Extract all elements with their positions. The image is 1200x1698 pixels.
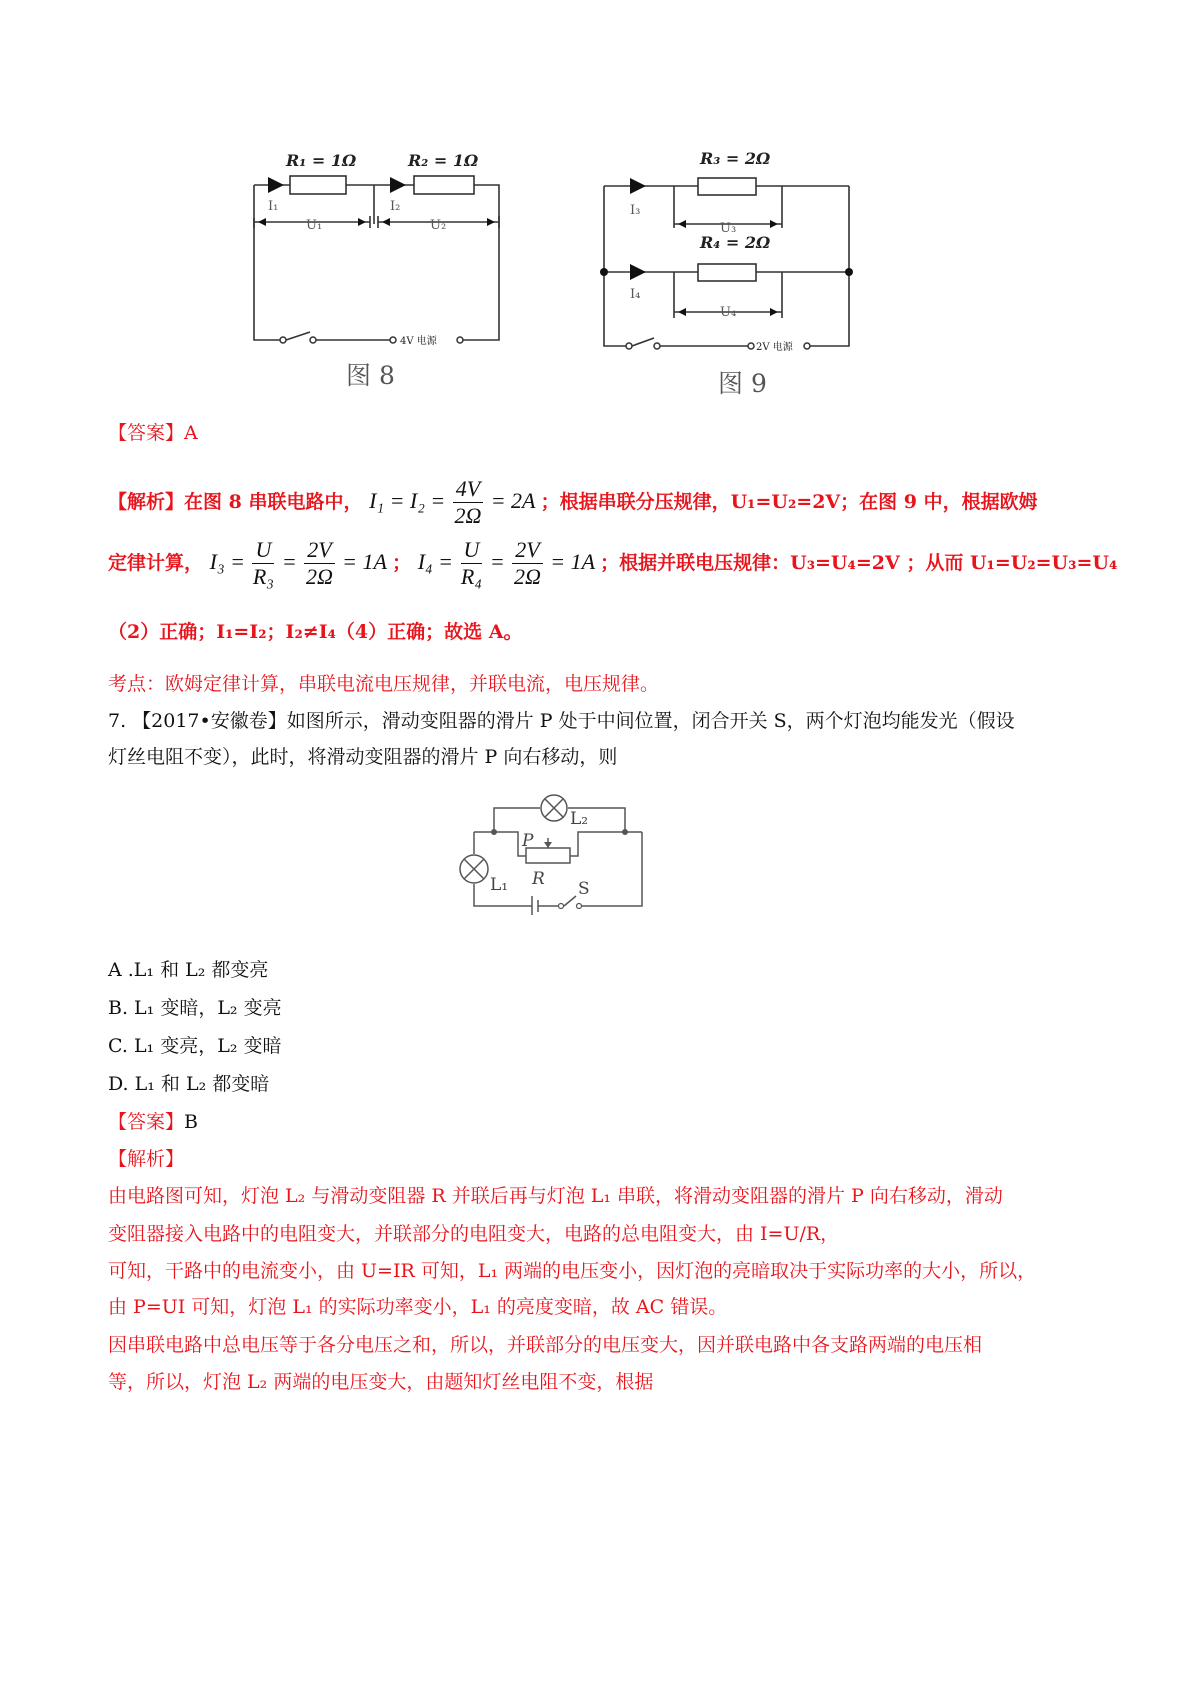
analysis-label: 【解析】 <box>108 491 185 513</box>
answer-label: 【答案】 <box>108 422 185 444</box>
eq3-rhs: = 1A <box>550 549 595 574</box>
figure-9-caption: 图 9 <box>718 369 767 398</box>
option-c <box>108 1031 1098 1061</box>
label-l2: L₂ <box>570 809 589 829</box>
analysis-line-3 <box>108 617 1098 647</box>
question-7-text-1: 7. 【2017•安徽卷】如图所示，滑动变阻器的滑片 P 处于中间位置，闭合开关 S，两个灯泡均能发光（假设 <box>108 710 1015 732</box>
label-u2: U₂ <box>430 218 447 233</box>
eq1-lhs: I₁ = I₂ = <box>369 488 446 513</box>
label-p: P <box>522 831 534 851</box>
answer-value: A <box>184 422 198 444</box>
answer-line-2 <box>108 1107 1098 1137</box>
option-d <box>108 1069 1098 1099</box>
analysis-line-1 <box>108 471 1098 531</box>
eq3-denominator-2: 2Ω <box>514 564 541 590</box>
eq2-rhs: = 1A <box>342 549 387 574</box>
analysis-2-line-2 <box>108 1219 1098 1249</box>
key-points-line <box>108 669 1098 699</box>
label-i1: I₁ <box>268 199 279 214</box>
question-7-text-2: 灯丝电阻不变），此时，将滑动变阻器的滑片 P 向右移动，则 <box>108 746 618 768</box>
figure-question-7-circuit <box>458 790 708 915</box>
analysis-2-text-3: 可知，干路中的电流变小，由 U=IR 可知，L₁ 两端的电压变小，因灯泡的亮暗取决于实际功率的大小，所以， <box>108 1260 1037 1282</box>
eq1-rhs: = 2A <box>490 488 536 513</box>
eq3-fraction-2 <box>512 537 542 590</box>
analysis-text-2: ；根据串联分压规律，U₁=U₂=2V；在图 9 中，根据欧姆 <box>540 491 1038 513</box>
analysis-2-line-1 <box>108 1181 1098 1211</box>
answer-2-value: B <box>184 1111 198 1133</box>
option-c-text: C. L₁ 变亮，L₂ 变暗 <box>108 1035 282 1057</box>
eq3-numerator-1: U <box>461 537 483 564</box>
analysis-2-text-5: 因串联电路中总电压等于各分电压之和，所以，并联部分的电压变大，因并联电路中各支路两端的电压相 <box>108 1334 983 1356</box>
eq2-numerator-2: 2V <box>304 537 334 564</box>
analysis-text-6: （2）正确；I₁=I₂；I₂≠I₄（4）正确；故选 A。 <box>108 621 523 643</box>
analysis-line-2 <box>108 532 1118 592</box>
eq3-fraction-1 <box>461 537 483 590</box>
label-u1: U₁ <box>306 218 323 233</box>
key-points: 考点：欧姆定律计算，串联电流电压规律，并联电流，电压规律。 <box>108 673 660 695</box>
option-b-text: B. L₁ 变暗，L₂ 变亮 <box>108 997 282 1019</box>
answer-line-1 <box>108 418 1098 448</box>
eq1-fraction <box>453 476 483 529</box>
eq3-numerator-2: 2V <box>512 537 542 564</box>
label-s: S <box>578 879 590 899</box>
eq2-fraction-1 <box>252 537 274 590</box>
option-a-text: A .L₁ 和 L₂ 都变亮 <box>108 959 269 981</box>
answer-2-label: 【答案】 <box>108 1111 185 1133</box>
label-u4: U₄ <box>720 305 737 320</box>
label-u3: U₃ <box>720 221 737 236</box>
eq3-equals: = <box>489 549 505 574</box>
eq3-lhs: I₄ = <box>417 549 454 574</box>
label-source-2v: 2V 电源 <box>756 342 793 353</box>
label-r: R <box>532 869 545 889</box>
eq1-denominator: 2Ω <box>454 503 482 529</box>
eq2-lhs: I₃ = <box>209 549 245 574</box>
eq1-numerator: 4V <box>453 476 483 503</box>
option-a <box>108 955 1098 985</box>
label-r3: R₃ = 2Ω <box>700 149 771 168</box>
analysis-2-heading <box>108 1144 1098 1174</box>
eq2-denominator-1: R₃ <box>252 564 274 590</box>
analysis-text-5: ；根据并联电压规律：U₃=U₄=2V ；从而 U₁=U₂=U₃=U₄ <box>600 552 1118 574</box>
analysis-2-line-6 <box>108 1367 1098 1397</box>
label-r4: R₄ = 2Ω <box>700 233 771 252</box>
analysis-2-text-6: 等，所以，灯泡 L₂ 两端的电压变大，由题知灯丝电阻不变，根据 <box>108 1371 654 1393</box>
eq2-fraction-2 <box>304 537 334 590</box>
label-l1: L₁ <box>490 875 509 895</box>
analysis-2-line-3 <box>108 1256 1098 1286</box>
label-i3: I₃ <box>630 203 641 218</box>
figure-9-parallel-circuit <box>600 140 870 404</box>
analysis-text-1: 在图 8 串联电路中， <box>184 491 363 513</box>
label-i2: I₂ <box>390 199 401 214</box>
label-i4: I₄ <box>630 287 641 302</box>
question-7-line-2 <box>108 742 1098 772</box>
label-r2: R₂ = 1Ω <box>408 151 479 170</box>
figure-8-caption: 图 8 <box>346 361 395 390</box>
analysis-2-text-2: 变阻器接入电路中的电阻变大，并联部分的电阻变大，电路的总电阻变大，由 I=U/R， <box>108 1223 840 1245</box>
analysis-2-label: 【解析】 <box>108 1148 185 1170</box>
question-7-line-1 <box>108 706 1098 736</box>
eq3-denominator-1: R₄ <box>460 564 483 590</box>
option-b <box>108 993 1098 1023</box>
analysis-2-line-5 <box>108 1330 1098 1360</box>
figure-8-series-circuit <box>250 128 550 400</box>
label-r1: R₁ = 1Ω <box>286 151 357 170</box>
analysis-2-text-1: 由电路图可知，灯泡 L₂ 与滑动变阻器 R 并联后再与灯泡 L₁ 串联，将滑动变阻器的滑片 P 向右移动，滑动 <box>108 1185 1003 1207</box>
analysis-2-line-4 <box>108 1292 1098 1322</box>
eq2-equals: = <box>281 549 297 574</box>
option-d-text: D. L₁ 和 L₂ 都变暗 <box>108 1073 270 1095</box>
eq2-denominator-2: 2Ω <box>305 564 333 590</box>
analysis-2-text-4: 由 P=UI 可知，灯泡 L₁ 的实际功率变小，L₁ 的亮度变暗，故 AC 错误。 <box>108 1296 728 1318</box>
analysis-text-4: ； <box>392 552 412 574</box>
label-source-4v: 4V 电源 <box>400 336 437 347</box>
analysis-text-3: 定律计算， <box>108 552 204 574</box>
eq2-numerator-1: U <box>252 537 274 564</box>
